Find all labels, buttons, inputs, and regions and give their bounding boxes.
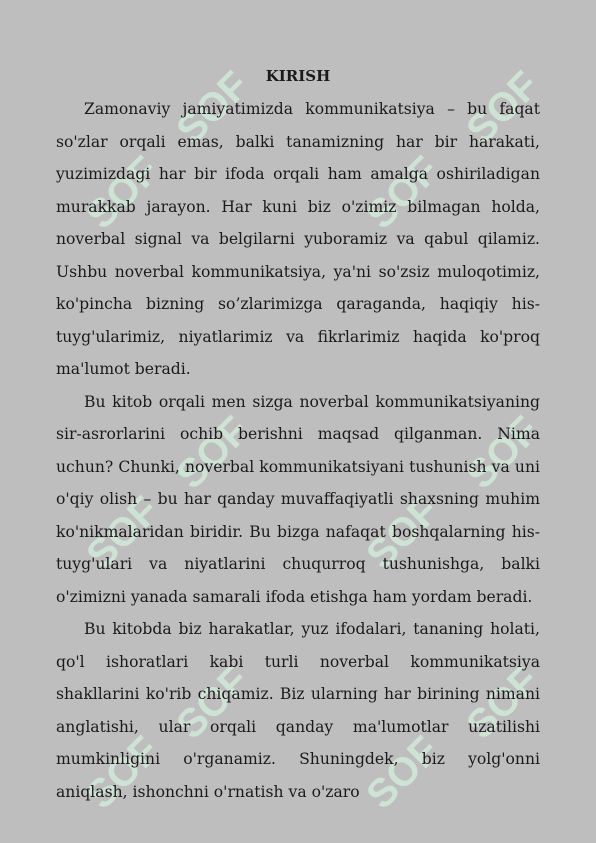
document-page [56, 62, 540, 808]
svg-text:SOF: SOF [358, 728, 448, 818]
svg-text:SOF: SOF [78, 728, 168, 818]
svg-text:SOF: SOF [358, 488, 448, 578]
svg-text:SOF: SOF [458, 63, 548, 153]
svg-text:SOF: SOF [168, 408, 258, 498]
svg-text:SOF: SOF [78, 148, 168, 238]
svg-text:SOF: SOF [358, 148, 448, 238]
svg-text:SOF: SOF [458, 408, 548, 498]
paragraph: Zamonaviy jamiyatimizda kommunikatsiya – bu faqat so'zlar orqali emas, balki tanamizning har bir harakati, yuzimizdagi har bir ifoda orqali ham amalga oshiriladigan murakkab jarayon. Har kuni biz o'zimiz bilmagan holda, noverbal signal va belgilarni yuboramiz va qabul qilamiz. Ushbu noverbal kommunikatsiya, ya'ni so'zsiz muloqotimiz, ko'pincha bizning so’zlarimizga qaraganda, haqiqiy his-tuyg'ularimiz, niyatlarimiz va fikrlarimiz haqida ko'proq ma'lumot beradi. [56, 100, 540, 378]
svg-text:SOF: SOF [168, 658, 258, 748]
paragraph: Bu kitobda biz harakatlar, yuz ifodalari, tananing holati, qo'l ishoratlari kabi turli noverbal kommunikatsiya shakllarini ko'rib chiqamiz. Biz ularning har birining nimani anglatishi, ular orqali qanday ma'lumotlar uzatilishi mumkinligini o'rganamiz. Shuningdek, biz yolg'onni aniqlash, ishonchni o'rnatish va o'zaro [56, 620, 540, 801]
svg-text:SOF: SOF [458, 658, 548, 748]
paragraph: Bu kitob orqali men sizga noverbal kommunikatsiyaning sir-asrorlarini ochib berishni maqsad qilganman. Nima uchun? Chunki, noverbal kommunikatsiyani tushunish va uni o'qiy olish – bu har qanday muvaffaqiyatli shaxsning muhim ko'nikmalaridan biridir. Bu bizga nafaqat boshqalarning his-tuyg'ulari va niyatlarini chuqurroq tushunishga, balki o'zimizni yanada samarali ifoda etishga ham yordam beradi. [56, 392, 540, 606]
chapter-title: KIRISH [265, 67, 331, 85]
svg-text:SOF: SOF [168, 63, 258, 153]
svg-text:SOF: SOF [78, 488, 168, 578]
